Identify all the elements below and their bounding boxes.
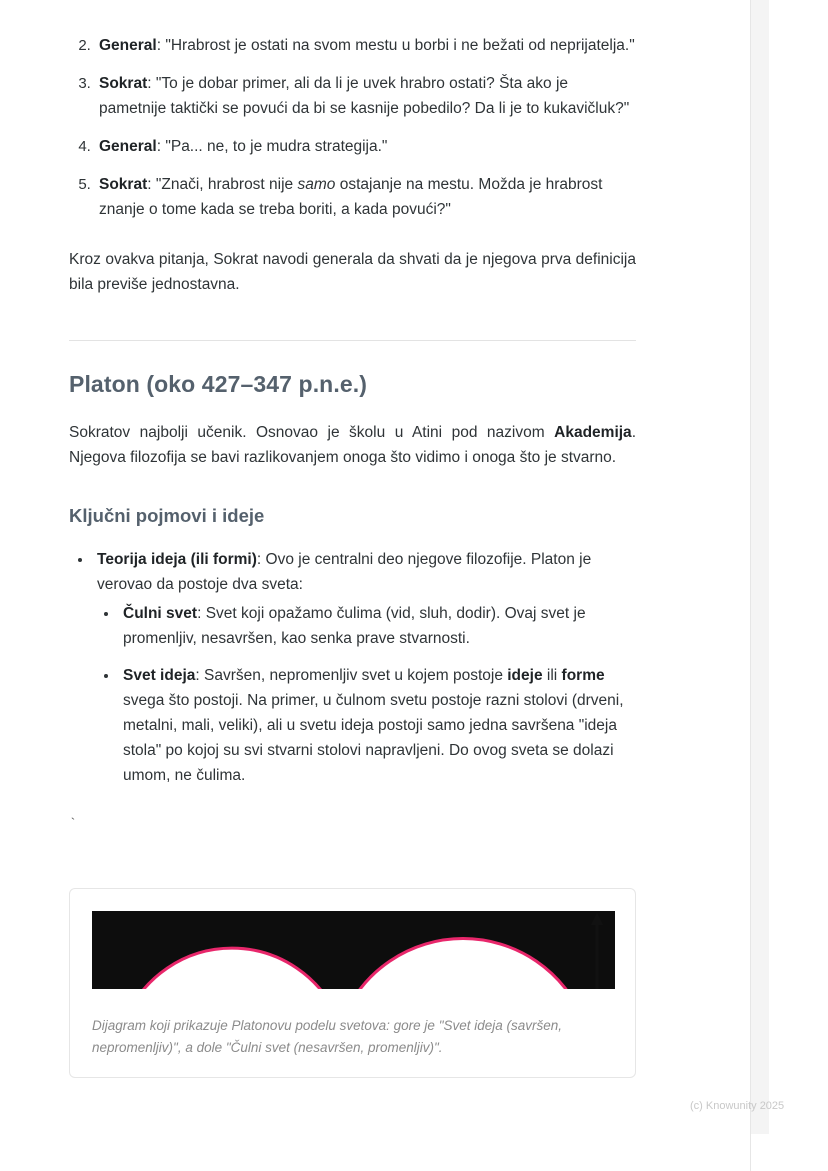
subconcept-label: Svet ideja xyxy=(123,667,196,684)
right-scroll-track[interactable] xyxy=(751,0,769,1134)
sub-concepts-list xyxy=(97,601,636,788)
dialogue-speaker: General xyxy=(99,37,157,54)
dialogue-list xyxy=(69,33,636,222)
two-worlds-diagram-svg xyxy=(92,911,615,989)
figure-caption: Dijagram koji prikazuje Platonovu podelu svetova: gore je "Svet ideja (savršen, nepromenljiv)", a dole "Čulni svet (nesavršen, promenljiv)". xyxy=(92,1018,563,1055)
subconcept-bold-forme: forme xyxy=(561,667,605,684)
intro-part-2: . Njegova filozofija se bavi razlikovanjem onoga što vidimo i onoga što je stvarno. xyxy=(69,424,636,466)
concept-label: Teorija ideja (ili formi) xyxy=(97,551,257,568)
list-item xyxy=(95,172,636,222)
subconcept-bold-ideje: ideje xyxy=(507,667,543,684)
section-divider xyxy=(69,340,636,341)
list-item xyxy=(95,134,636,159)
dialogue-text: : "To je dobar primer, ali da li je uvek hrabro ostati? Šta ako je pametnije taktički se povući da bi se kasnije pobedilo? Da li je to kukavičluk?" xyxy=(99,75,630,117)
diagram-image xyxy=(92,911,615,989)
subconcept-text-1: : Savršen, nepromenljiv svet u kojem postoje xyxy=(195,667,508,684)
subconcept-text-2: ili xyxy=(542,667,562,684)
dialogue-text-before: : "Znači, hrabrost nije xyxy=(147,176,298,193)
summary-paragraph: Kroz ovakva pitanja, Sokrat navodi generala da shvati da je njegova prva definicija bila previše jednostavna. xyxy=(69,251,636,293)
figure-container xyxy=(69,888,636,1078)
dialogue-text: : "Pa... ne, to je mudra strategija." xyxy=(156,138,388,155)
dialogue-text-after: ostajanje na mestu. Možda je hrabrost znanje o tome kada se treba boriti, a kada povući?" xyxy=(99,176,603,218)
document-content xyxy=(69,0,636,1078)
subconcept-text: : Svet koji opažamo čulima (vid, sluh, dodir). Ovaj svet je promenljiv, nesavršen, kao senka prave stvarnosti. xyxy=(123,605,586,647)
subconcept-label: Čulni svet xyxy=(123,605,198,622)
intro-paragraph xyxy=(69,420,636,470)
stray-backtick: ` xyxy=(69,816,77,831)
list-item xyxy=(93,547,636,788)
list-item xyxy=(119,601,636,651)
copyright-footer: (c) Knowunity 2025 xyxy=(690,1100,785,1112)
dialogue-speaker: Sokrat xyxy=(99,176,148,193)
list-item xyxy=(95,71,636,121)
list-item xyxy=(119,663,636,788)
dialogue-text: : "Hrabrost je ostati na svom mestu u borbi i ne bežati od neprijatelja." xyxy=(156,37,635,54)
concept-text: : Ovo je centralni deo njegove filozofije. Platon je verovao da postoje dva sveta: xyxy=(97,551,592,593)
key-concepts-list xyxy=(69,547,636,788)
dialogue-speaker: General xyxy=(99,138,157,155)
page-title: Platon (oko 427–347 p.n.e.) xyxy=(69,371,367,397)
dialogue-emphasis: samo xyxy=(297,176,336,193)
intro-part-1: Sokratov najbolji učenik. Osnovao je školu u Atini pod nazivom xyxy=(69,424,555,441)
list-item xyxy=(95,33,636,58)
intro-bold-akademija: Akademija xyxy=(554,424,632,441)
subconcept-text-3: svega što postoji. Na primer, u čulnom svetu postoje razni stolovi (drveni, metalni, mali, veliki), ali u svetu ideja postoji samo jedna savršena "ideja stola" po kojoj su svi stvarni stolovi napravljeni. Do ovog sveta se dolazi umom, ne čulima. xyxy=(123,692,624,784)
subsection-title: Ključni pojmovi i ideje xyxy=(69,505,265,526)
dialogue-speaker: Sokrat xyxy=(99,75,148,92)
